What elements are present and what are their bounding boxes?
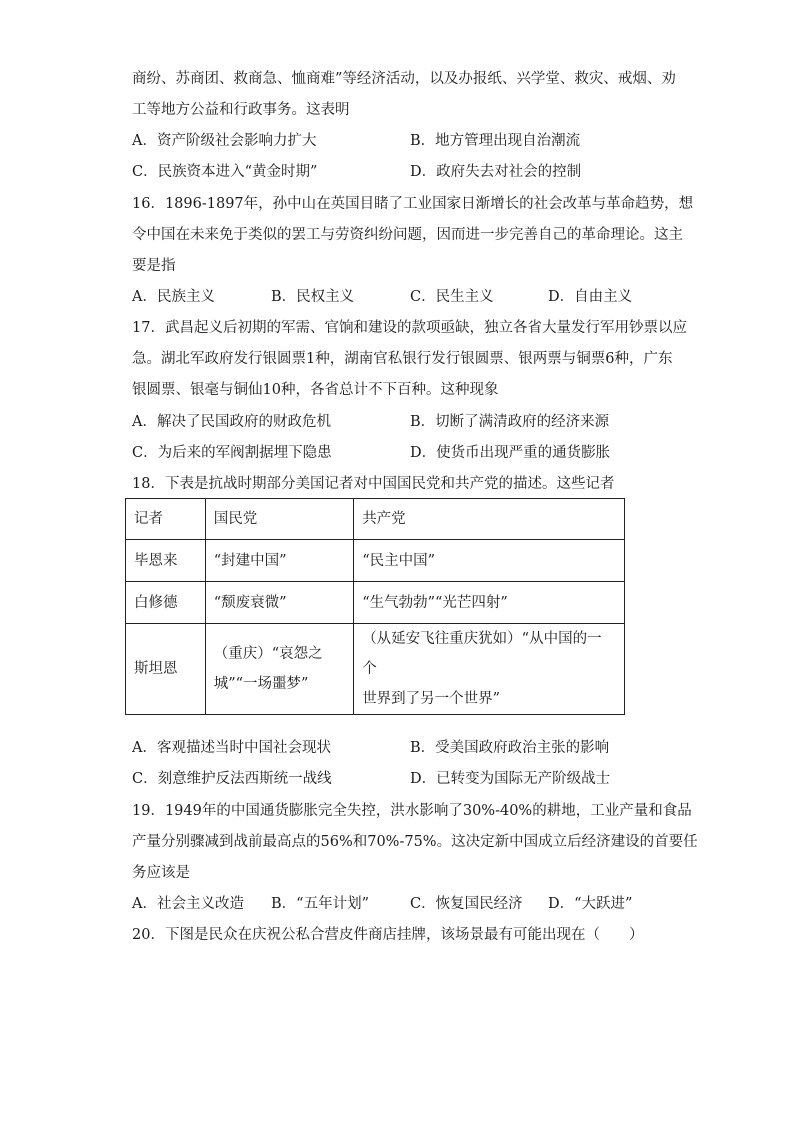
q15-stem-line1: 商纷、苏商团、救商急、恤商难”等经济活动，以及办报纸、兴学堂、救灾、戒烟、劝	[132, 71, 676, 87]
q15-option-c: C．民族资本进入“黄金时期”	[132, 164, 318, 180]
q17-option-d: D．使货币出现严重的通货膨胀	[410, 445, 611, 461]
table-cell-cpc-line1: （从延安飞往重庆犹如）“从中国的一个	[362, 631, 602, 677]
table-cell-reporter: 斯坦恩	[126, 624, 206, 715]
q18-option-c: C．刻意维护反法西斯统一战线	[132, 771, 332, 787]
table-row	[126, 624, 625, 715]
table-row	[126, 540, 625, 582]
table-cell-reporter: 白修德	[126, 582, 206, 624]
table-cell-cpc: “民主中国”	[354, 540, 625, 582]
q19-option-b: B．“五年计划”	[271, 896, 369, 912]
table-cell-kmt-line2: 城”“一场噩梦”	[213, 676, 309, 692]
table-cell-cpc-line2: 世界到了另一个世界”	[362, 691, 501, 707]
table-row	[126, 582, 625, 624]
q16-option-d: D．自由主义	[548, 289, 633, 305]
q16-option-c: C．民生主义	[410, 289, 494, 305]
q15-option-a: A．资产阶级社会影响力扩大	[132, 133, 317, 149]
table-cell-reporter: 毕恩来	[126, 540, 206, 582]
q18-stem: 18．下表是抗战时期部分美国记者对中国国民党和共产党的描述。这些记者	[132, 476, 615, 492]
table-header-cpc: 共产党	[354, 499, 625, 540]
q18-option-b: B．受美国政府政治主张的影响	[410, 740, 610, 756]
q16-option-a: A．民族主义	[132, 289, 215, 305]
q17-stem-line3: 银圆票、银毫与铜仙10种，各省总计不下百种。这种现象	[132, 382, 499, 398]
q15-stem-line2: 工等地方公益和行政事务。这表明	[132, 102, 350, 118]
q18-option-d: D．已转变为国际无产阶级战士	[410, 771, 611, 787]
q19-stem-line3: 务应该是	[132, 865, 190, 881]
q20-stem: 20．下图是民众在庆祝公私合营皮件商店挂牌，该场景最有可能出现在（ ）	[132, 927, 644, 943]
q19-stem-line2: 产量分别骤减到战前最高点的56%和70%-75%。这决定新中国成立后经济建设的首要任	[132, 834, 698, 850]
table-cell-kmt: “颓废衰微”	[205, 582, 353, 624]
reporters-table	[125, 498, 625, 715]
table-cell-cpc	[354, 624, 625, 715]
q19-stem-line1: 19．1949年的中国通货膨胀完全失控，洪水影响了30%-40%的耕地，工业产量和食品	[132, 803, 692, 819]
q17-stem-line2: 急。湖北军政府发行银圆票1种，湖南官私银行发行银圆票、银两票与铜票6种，广东	[132, 351, 673, 367]
q17-option-b: B．切断了满清政府的经济来源	[410, 414, 610, 430]
table-cell-cpc: “生气勃勃”“光芒四射”	[354, 582, 625, 624]
q15-option-d: D．政府失去对社会的控制	[410, 164, 582, 180]
table-header-row	[126, 499, 625, 540]
q18-option-a: A．客观描述当时中国社会现状	[132, 740, 331, 756]
table-cell-kmt-line1: （重庆）“哀怨之	[213, 646, 323, 662]
q19-option-c: C．恢复国民经济	[410, 896, 523, 912]
q16-stem-line1: 16．1896-1897年，孙中山在英国目睹了工业国家日渐增长的社会改革与革命趋势，想	[132, 196, 694, 212]
q19-option-a: A．社会主义改造	[132, 896, 244, 912]
table-cell-kmt	[205, 624, 353, 715]
q19-option-d: D．“大跃进”	[548, 896, 633, 912]
q16-stem-line3: 要是指	[132, 258, 176, 274]
q16-stem-line2: 令中国在未来免于类似的罢工与劳资纠纷问题，因而进一步完善自己的革命理论。这主	[132, 227, 683, 243]
q17-option-c: C．为后来的军阀割据埋下隐患	[132, 445, 332, 461]
table-cell-kmt: “封建中国”	[205, 540, 353, 582]
q16-option-b: B．民权主义	[271, 289, 355, 305]
q17-option-a: A．解决了民国政府的财政危机	[132, 414, 331, 430]
q15-option-b: B．地方管理出现自治潮流	[410, 133, 581, 149]
table-header-reporter: 记者	[126, 499, 206, 540]
table-header-kmt: 国民党	[205, 499, 353, 540]
q17-stem-line1: 17．武昌起义后初期的军需、官饷和建设的款项亟缺，独立各省大量发行军用钞票以应	[132, 320, 687, 336]
